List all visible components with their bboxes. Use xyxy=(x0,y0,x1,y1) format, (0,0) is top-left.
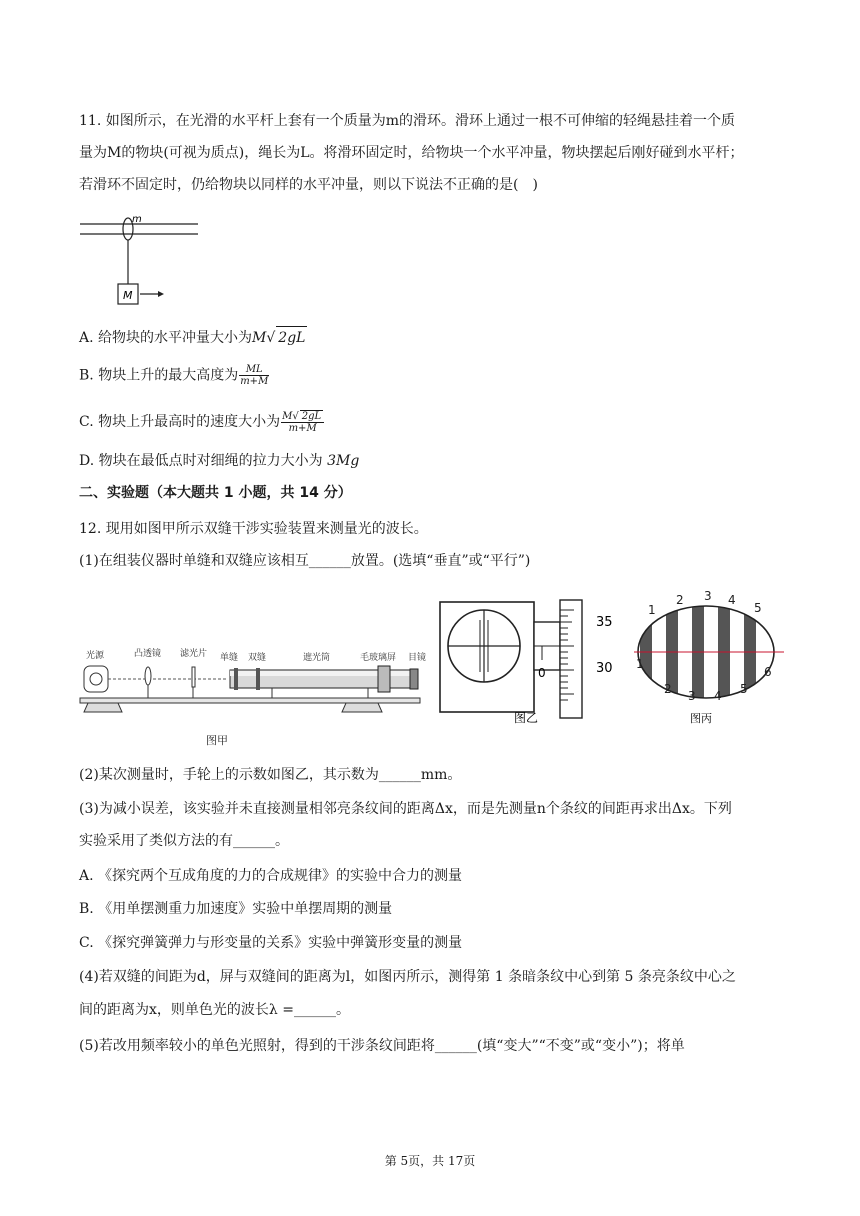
label-eyepiece: 目镜 xyxy=(408,653,427,663)
caption-yi: 图乙 xyxy=(514,711,539,725)
q12-part-2: (2)某次测量时，手轮上的示数如图乙，其示数为______mm。 xyxy=(79,767,462,783)
q12-part-3-line-1: (3)为减小误差，该实验并未直接测量相邻亮条纹间的距离Δx，而是先测量n个条纹的间距再求出Δx。下列 xyxy=(79,801,732,817)
label-light-source: 光源 xyxy=(86,651,105,661)
label-convex-lens: 凸透镜 xyxy=(134,649,162,659)
q12-option-a: A. 《探究两个互成角度的力的合成规律》的实验中合力的测量 xyxy=(79,868,463,884)
fringe-bottom-3: 3 xyxy=(688,689,696,703)
q11-line-2: 量为M的物块(可视为质点)，绳长为L。将滑环固定时，给物块一个水平冲量，物块摆起后刚好碰到水平杆； xyxy=(79,145,744,161)
q12-part-1: (1)在组装仪器时单缝和双缝应该相互______放置。(选填“垂直”或“平行”) xyxy=(79,553,531,569)
page-footer: 第 5页，共 17页 xyxy=(384,1154,476,1168)
q12-intro: 12. 现用如图甲所示双缝干涉实验装置来测量光的波长。 xyxy=(79,521,428,537)
fringe-top-1: 1 xyxy=(648,603,656,617)
figure-yi xyxy=(438,592,630,727)
figure-bing xyxy=(634,590,784,730)
label-single-slit: 单缝 xyxy=(220,653,239,663)
thimble-label-35: 35 xyxy=(596,615,613,630)
fringe-bottom-6: 6 xyxy=(764,665,772,679)
figure-jia xyxy=(78,640,438,750)
q12-part-3-line-2: 实验采用了类似方法的有______。 xyxy=(79,833,289,849)
fringe-top-4: 4 xyxy=(728,593,736,607)
fringe-top-2: 2 xyxy=(676,593,684,607)
block-label: M xyxy=(123,289,133,302)
q11-option-a: A. 给物块的水平冲量大小为M√ 2gL xyxy=(79,326,307,349)
ring-label: m xyxy=(132,214,142,225)
q12-part-4-line-2: 间的距离为x，则单色光的波长λ =______。 xyxy=(79,1002,350,1018)
label-shade-tube: 遮光筒 xyxy=(303,653,331,663)
fringe-bottom-2: 2 xyxy=(664,682,672,696)
fringe-top-3: 3 xyxy=(704,590,712,603)
q12-part-4-line-1: (4)若双缝的间距为d，屏与双缝间的距离为l，如图丙所示，测得第 1 条暗条纹中心到第 5 条亮条纹中心之 xyxy=(79,969,736,985)
fringe-bottom-4: 4 xyxy=(714,689,722,703)
fringe-top-5: 5 xyxy=(754,601,762,615)
main-scale-zero: 0 xyxy=(538,666,546,680)
caption-bing: 图丙 xyxy=(690,712,712,725)
q11-figure xyxy=(78,212,208,312)
q11-line-1: 11. 如图所示，在光滑的水平杆上套有一个质量为m的滑环。滑环上通过一根不可伸缩的轻绳悬挂着一个质 xyxy=(79,113,735,129)
caption-jia: 图甲 xyxy=(206,734,228,747)
label-frosted-screen: 毛玻璃屏 xyxy=(360,653,397,663)
fringe-bottom-5: 5 xyxy=(740,682,748,696)
section-heading: 二、实验题（本大题共 1 小题，共 14 分） xyxy=(79,485,352,501)
q12-option-b: B. 《用单摆测重力加速度》实验中单摆周期的测量 xyxy=(79,901,393,917)
q12-part-5: (5)若改用频率较小的单色光照射，得到的干涉条纹间距将______(填“变大”“不变”或“变小”)；将单 xyxy=(79,1038,685,1054)
q11-option-c: C. 物块上升最高时的速度大小为 $\frac{M√ 2gL}{m+M}$ xyxy=(79,410,324,434)
label-double-slit: 双缝 xyxy=(248,653,267,663)
q11-line-3: 若滑环不固定时，仍给物块以同样的水平冲量，则以下说法不正确的是( ) xyxy=(79,177,538,193)
q11-option-b: B. 物块上升的最大高度为 $\frac{ML}{m+M}$ xyxy=(79,364,269,387)
thimble-label-30: 30 xyxy=(596,661,613,676)
label-filter: 滤光片 xyxy=(180,649,208,659)
fringe-left-1: 1 xyxy=(636,657,644,671)
q12-option-c: C. 《探究弹簧弹力与形变量的关系》实验中弹簧形变量的测量 xyxy=(79,935,463,951)
q11-option-d: D. 物块在最低点时对细绳的拉力大小为 3Mg xyxy=(79,453,360,469)
